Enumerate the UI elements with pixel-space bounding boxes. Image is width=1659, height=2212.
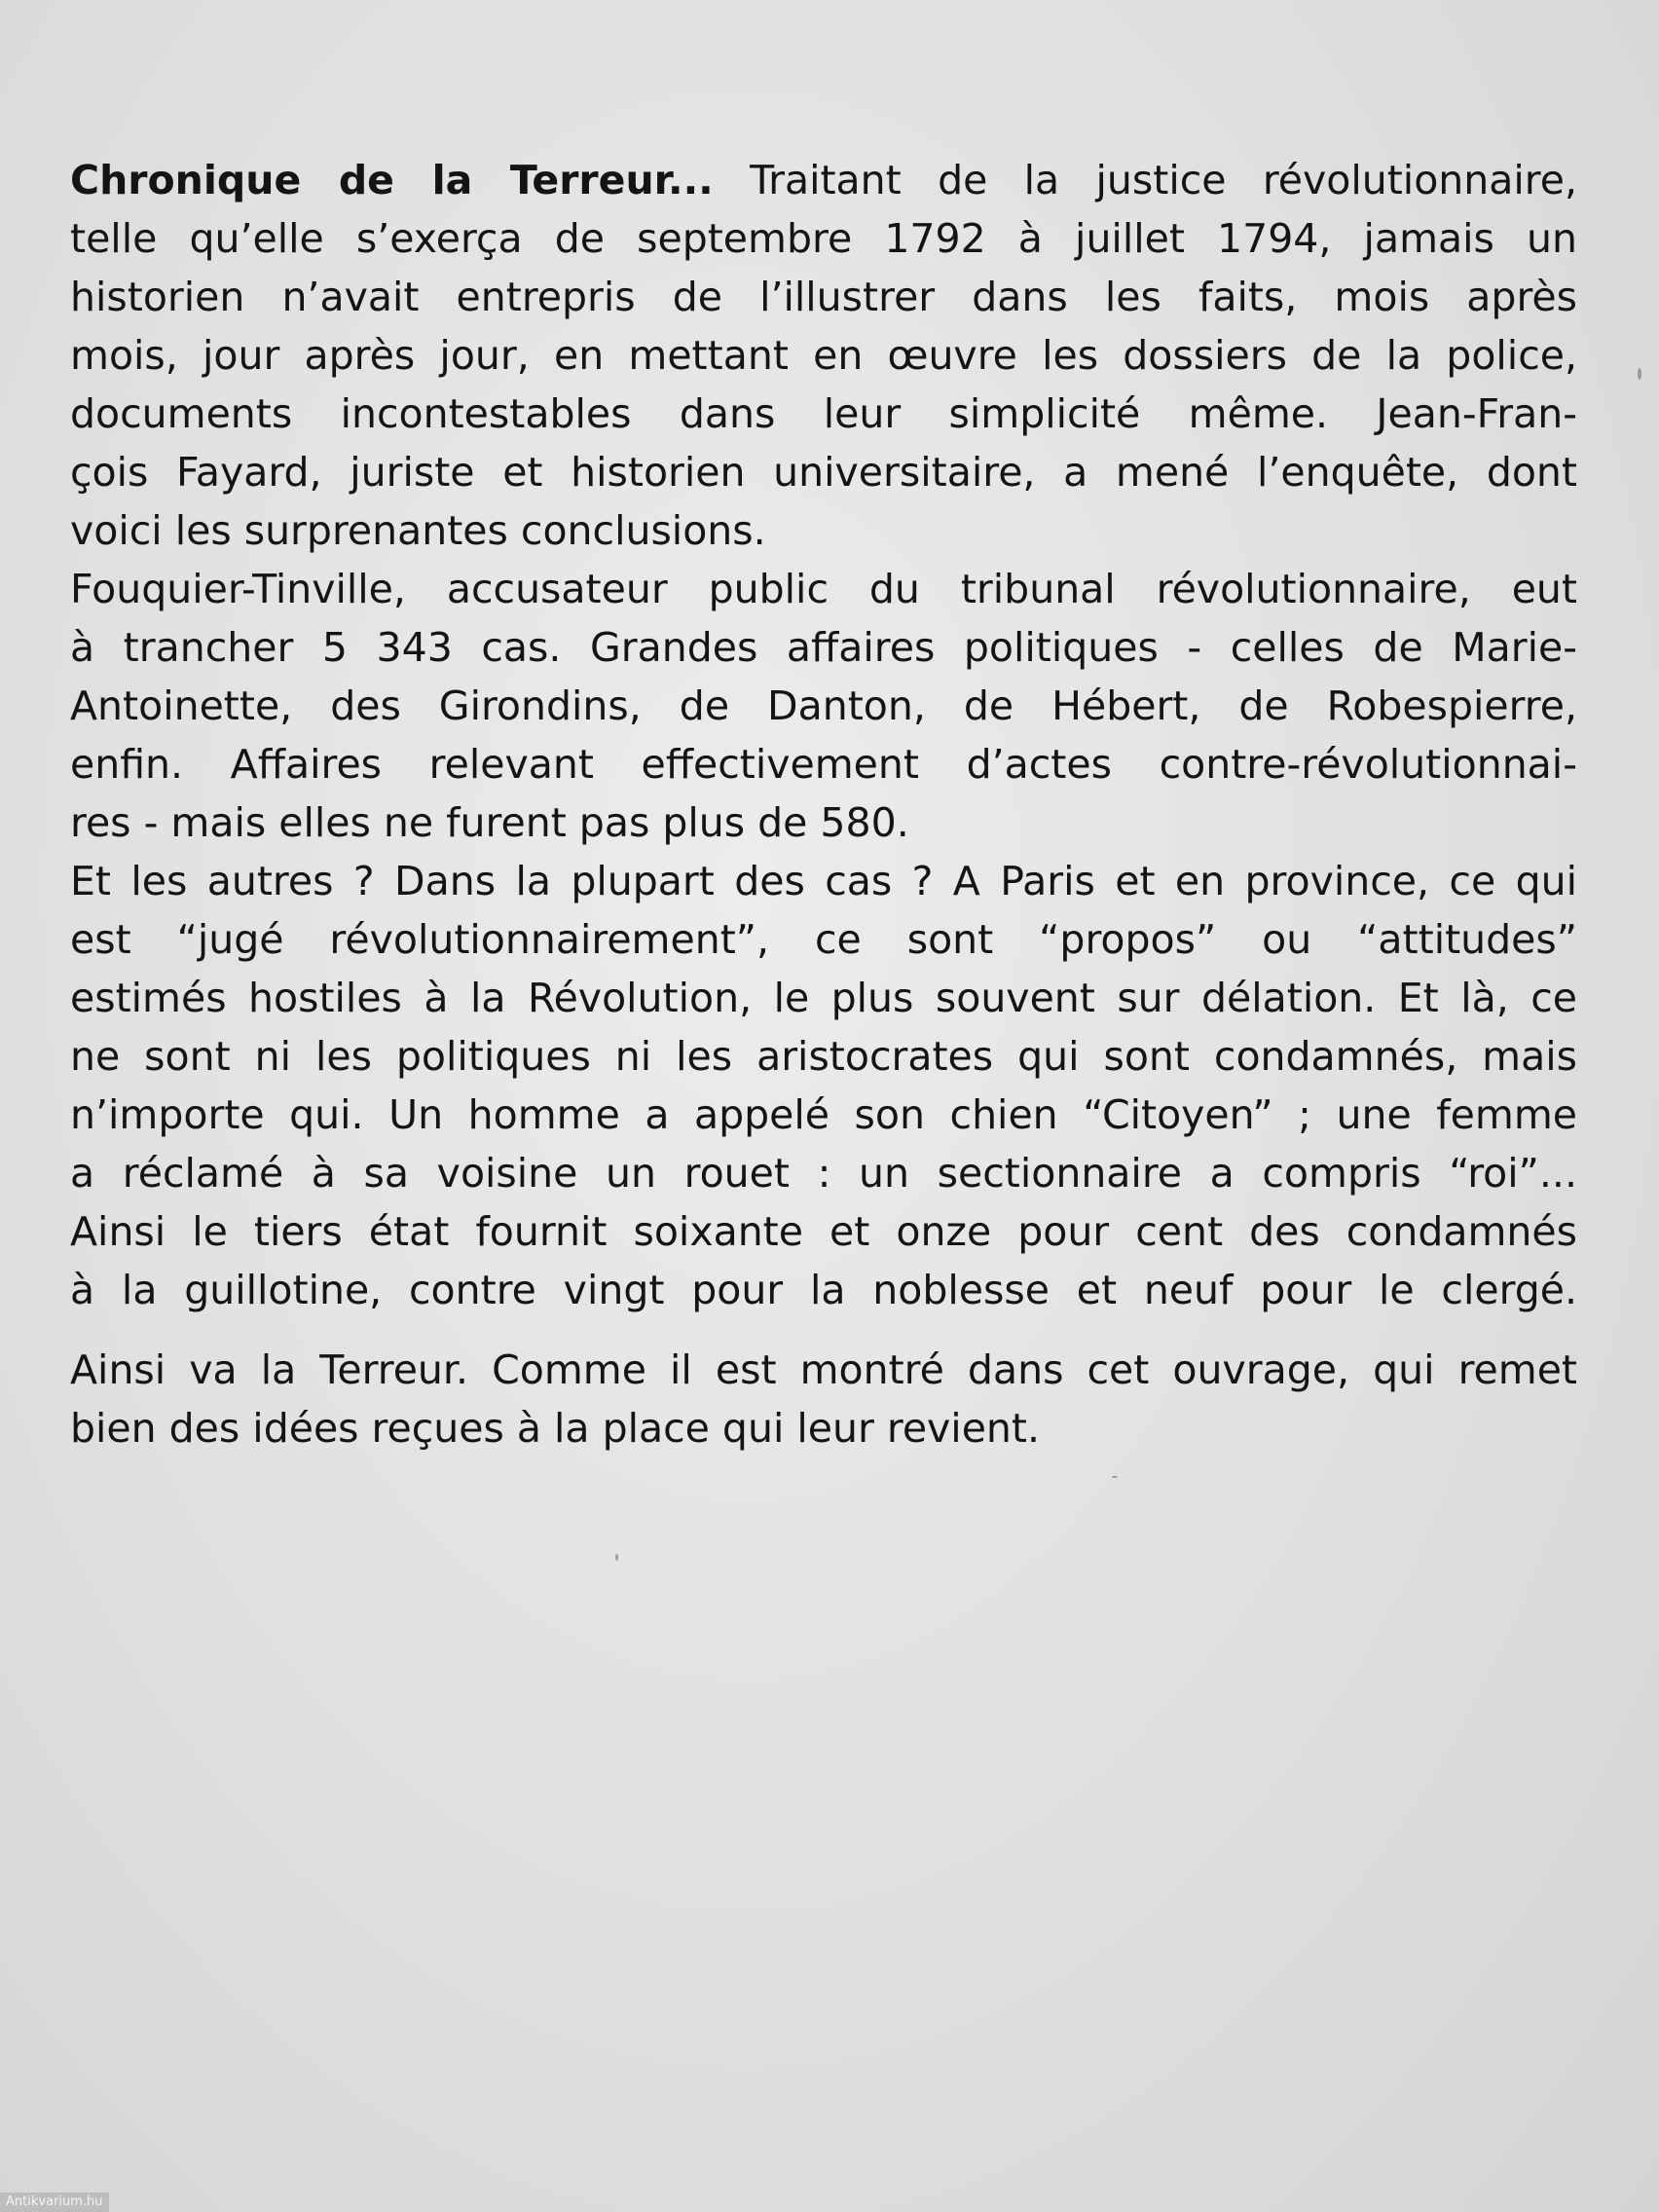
text-line: historien n’avait entrepris de l’illustrer dans les faits, mois après <box>70 274 1577 320</box>
text-line: a réclamé à sa voisine un rouet : un sectionnaire a compris “roi”... <box>70 1150 1577 1197</box>
text-line: n’importe qui. Un homme a appelé son chien “Citoyen” ; une femme <box>70 1091 1577 1138</box>
text-line: çois Fayard, juriste et historien universitaire, a mené l’enquête, dont <box>70 449 1577 496</box>
paper-speck <box>615 1554 618 1561</box>
text-line: à la guillotine, contre vingt pour la noblesse et neuf pour le clergé. <box>70 1267 1577 1313</box>
book-title: Chronique de la Terreur... <box>70 157 714 203</box>
text-line: Fouquier-Tinville, accusateur public du tribunal révolutionnaire, eut <box>70 566 1577 612</box>
text-line: est “jugé révolutionnairement”, ce sont “propos” ou “attitudes” <box>70 916 1577 963</box>
paragraph-gap <box>70 1319 1577 1341</box>
paper-speck <box>1638 368 1641 380</box>
blurb-text <box>70 151 1577 1457</box>
text-line: Ainsi le tiers état fournit soixante et onze pour cent des condamnés <box>70 1208 1577 1255</box>
text-line: estimés hostiles à la Révolution, le plus souvent sur délation. Et là, ce <box>70 975 1577 1021</box>
text-line: à trancher 5 343 cas. Grandes affaires politiques - celles de Marie- <box>70 624 1577 671</box>
text-line: Ainsi va la Terreur. Comme il est montré dans cet ouvrage, qui remet <box>70 1346 1577 1393</box>
text-line <box>70 151 1577 209</box>
text-line: Antoinette, des Girondins, de Danton, de Hébert, de Robespierre, <box>70 682 1577 729</box>
text-line: ne sont ni les politiques ni les aristocrates qui sont condamnés, mais <box>70 1033 1577 1080</box>
watermark: Antikvarium.hu <box>0 2193 109 2212</box>
text-line: bien des idées reçues à la place qui leur revient. <box>70 1405 1041 1452</box>
text-line: Et les autres ? Dans la plupart des cas ? A Paris et en province, ce qui <box>70 858 1577 904</box>
text-line-content: Traitant de la justice révolutionnaire, <box>713 157 1577 203</box>
text-line: res - mais elles ne furent pas plus de 580. <box>70 799 909 846</box>
text-line: enfin. Affaires relevant effectivement d’actes contre-révolutionnai- <box>70 741 1577 788</box>
text-line: voici les surprenantes conclusions. <box>70 507 766 554</box>
text-line: telle qu’elle s’exerça de septembre 1792 à juillet 1794, jamais un <box>70 215 1577 262</box>
text-line: mois, jour après jour, en mettant en œuvre les dossiers de la police, <box>70 332 1577 379</box>
paper-speck <box>1112 1476 1118 1478</box>
text-line: documents incontestables dans leur simplicité même. Jean-Fran- <box>70 390 1577 437</box>
